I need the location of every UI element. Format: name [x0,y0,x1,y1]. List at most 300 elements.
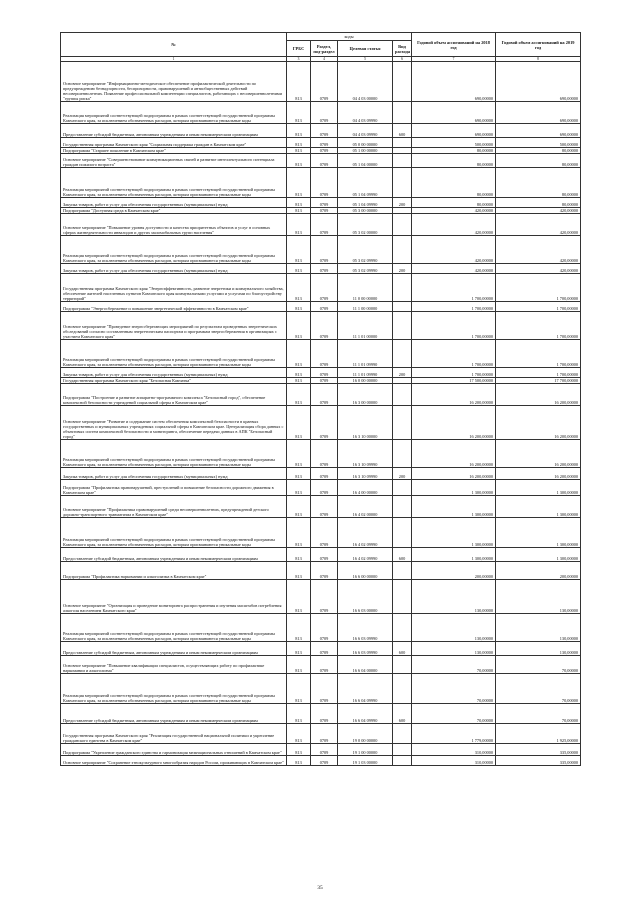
row-razdel: 0709 [311,744,338,756]
row-expense-type [393,274,412,302]
row-grbs: 813 [287,704,311,724]
row-grbs: 813 [287,274,311,302]
row-volume-2018: 690,00000 [412,62,496,102]
row-volume-2019: 70,00000 [496,704,581,724]
row-name: Закупка товаров, работ и услуг для обеспечения государственных (муниципальных) нужд [61,368,287,378]
row-grbs: 813 [287,312,311,340]
row-volume-2018: 1 700,00000 [412,340,496,368]
row-name: Подпрограмма "Укрепление гражданского единства и гармонизация межнациональных отношений в Камчатском крае" [61,744,287,756]
row-razdel: 0709 [311,614,338,642]
row-expense-type: 200 [393,264,412,274]
row-grbs: 813 [287,102,311,124]
row-razdel: 0709 [311,580,338,614]
table-row [61,198,581,208]
row-name: Закупка товаров, работ и услуг для обеспечения государственных (муниципальных) нужд [61,198,287,208]
row-volume-2018: 130,00000 [412,642,496,656]
row-razdel: 0709 [311,340,338,368]
row-volume-2018: 420,00000 [412,214,496,236]
row-target-article: 16 3 10 09990 [338,440,393,468]
table-row [61,384,581,406]
row-volume-2019: 1 300,00000 [496,480,581,496]
row-expense-type [393,302,412,312]
budget-table [60,32,581,766]
row-razdel: 0709 [311,368,338,378]
row-target-article: 11 1 01 00000 [338,312,393,340]
row-target-article: 04 4 03 09990 [338,124,393,138]
column-number: 7 [412,57,496,62]
row-name: Подпрограмма "Доступная среда в Камчатском крае" [61,208,287,214]
row-expense-type [393,138,412,148]
row-razdel: 0709 [311,124,338,138]
row-volume-2018: 200,00000 [412,562,496,580]
row-grbs: 813 [287,198,311,208]
row-target-article: 16 6 03 09990 [338,614,393,642]
row-grbs: 813 [287,656,311,674]
row-name: Реализация мероприятий соответствующей подпрограммы в рамках соответствующей государственной программы Камчатского края, за исключением обозначенных расходов, которым присваиваются уникальные коды [61,518,287,548]
row-volume-2019: 70,00000 [496,656,581,674]
table-row [61,580,581,614]
row-name: Подпрограмма "Старшее поколение в Камчатском крае" [61,148,287,154]
row-volume-2019: 1 700,00000 [496,368,581,378]
row-target-article: 16 6 03 09990 [338,642,393,656]
row-target-article: 16 6 00 00000 [338,562,393,580]
row-grbs: 813 [287,368,311,378]
row-name: Реализация мероприятий соответствующей подпрограммы в рамках соответствующей государственной программы Камчатского края, за исключением обозначенных расходов, которым присваиваются уникальные коды [61,614,287,642]
header-razdel: Раздел, под-раздел [311,41,338,57]
row-volume-2018: 420,00000 [412,208,496,214]
header-volume-2019: Годовой объем ассигнований на 2019 год [496,33,581,57]
row-razdel: 0709 [311,440,338,468]
row-volume-2018: 1 300,00000 [412,496,496,518]
row-volume-2018: 16 200,00000 [412,406,496,440]
row-name: Основное мероприятие "Профилактика правонарушений среди несовершеннолетних, предупреждений детского дорожно-транспортного травматизма в Камчатском крае" [61,496,287,518]
table-row [61,642,581,656]
row-grbs: 813 [287,124,311,138]
row-volume-2019: 1 300,00000 [496,548,581,562]
row-volume-2019: 130,00000 [496,642,581,656]
row-expense-type: 200 [393,198,412,208]
row-volume-2019: 16 200,00000 [496,468,581,480]
table-row [61,236,581,264]
row-expense-type [393,214,412,236]
row-razdel: 0709 [311,378,338,384]
row-volume-2019: 420,00000 [496,264,581,274]
row-volume-2019: 690,00000 [496,62,581,102]
row-volume-2019: 1 700,00000 [496,302,581,312]
row-name: Основное мероприятие "Повышение квалификации специалистов, осуществляющих работу по профилактике наркомании и алкоголизма" [61,656,287,674]
row-grbs: 813 [287,148,311,154]
row-expense-type [393,102,412,124]
row-razdel: 0709 [311,496,338,518]
row-expense-type [393,580,412,614]
table-row [61,274,581,302]
row-razdel: 0709 [311,724,338,744]
page-number: 35 [317,885,323,891]
row-expense-type [393,62,412,102]
row-expense-type: 200 [393,468,412,480]
row-razdel: 0709 [311,168,338,198]
row-expense-type [393,562,412,580]
row-name: Подпрограмма "Построение и развитие аппаратно-программного комплекса "Безопасный город", обеспечение комплексной безопасности учреждений социальной сферы в Камчатском крае" [61,384,287,406]
row-name: Реализация мероприятий соответствующей подпрограммы в рамках соответствующей государственной программы Камчатского края, за исключением обозначенных расходов, которым присваиваются уникальные коды [61,674,287,704]
row-name: Основное мероприятие "Повышение уровня доступности и качества приоритетных объектов и услуг в основных сферах жизнедеятельности инвалидов и других маломобильных групп населения" [61,214,287,236]
row-volume-2019: 500,00000 [496,138,581,148]
row-expense-type [393,614,412,642]
row-name: Основное мероприятие "Сохранение этнокультурного многообразия народов России, проживающих в Камчатском крае" [61,756,287,766]
row-expense-type [393,518,412,548]
row-razdel: 0709 [311,154,338,168]
row-volume-2018: 70,00000 [412,674,496,704]
row-target-article: 05 1 04 09990 [338,168,393,198]
row-grbs: 813 [287,236,311,264]
table-row [61,614,581,642]
row-volume-2018: 500,00000 [412,138,496,148]
row-volume-2018: 1 700,00000 [412,274,496,302]
table-row [61,102,581,124]
table-row [61,214,581,236]
table-row [61,124,581,138]
column-number: 8 [496,57,581,62]
row-name: Основное мероприятие "Проведение энергосберегающих мероприятий по результатам проведенных энергетических обследований согласно составленным энергетическим паспортам и программам энергосбережения в организациях с участием Камчатского края" [61,312,287,340]
row-target-article: 05 3 02 00000 [338,214,393,236]
row-volume-2019: 130,00000 [496,580,581,614]
row-volume-2019: 1 925,00000 [496,724,581,744]
row-target-article: 16 4 02 00000 [338,496,393,518]
row-name: Предоставление субсидий бюджетным, автономным учреждениям и иным некоммерческим организациям [61,124,287,138]
row-razdel: 0709 [311,518,338,548]
table-row [61,468,581,480]
row-razdel: 0709 [311,312,338,340]
row-volume-2018: 70,00000 [412,656,496,674]
row-grbs: 813 [287,208,311,214]
row-target-article: 05 3 02 09990 [338,264,393,274]
table-row [61,340,581,368]
row-name: Подпрограмма "Профилактика правонарушений, преступлений и повышение безопасности дорожного движения в Камчатском крае" [61,480,287,496]
row-name: Подпрограмма "Профилактика наркомании и алкоголизма в Камчатском крае" [61,562,287,580]
row-target-article: 05 0 00 00000 [338,138,393,148]
row-name: Основное мероприятие "Совершенствование коммуникационных связей и развитие интеллектуального потенциала граждан пожилого возраста" [61,154,287,168]
row-grbs: 813 [287,496,311,518]
row-expense-type [393,744,412,756]
row-razdel: 0709 [311,548,338,562]
row-name: Реализация мероприятий соответствующей подпрограммы в рамках соответствующей государственной программы Камчатского края, за исключением обозначенных расходов, которым присваиваются уникальные коды [61,236,287,264]
row-target-article: 16 3 10 00000 [338,406,393,440]
row-volume-2018: 420,00000 [412,236,496,264]
row-volume-2019: 420,00000 [496,208,581,214]
row-name: Предоставление субсидий бюджетным, автономным учреждениям и иным некоммерческим организациям [61,548,287,562]
table-row [61,138,581,148]
row-volume-2019: 1 700,00000 [496,340,581,368]
row-expense-type [393,496,412,518]
row-volume-2019: 17 700,00000 [496,378,581,384]
row-expense-type [393,440,412,468]
row-volume-2019: 70,00000 [496,674,581,704]
row-expense-type [393,384,412,406]
row-name: Государственная программа Камчатского края "Социальная поддержка граждан в Камчатском крае" [61,138,287,148]
table-row [61,724,581,744]
column-number: 5 [338,57,393,62]
row-expense-type [393,480,412,496]
table-row [61,756,581,766]
row-target-article: 16 6 04 09990 [338,704,393,724]
header-volume-2018: Годовой объем ассигнований на 2018 год [412,33,496,57]
row-expense-type: 200 [393,368,412,378]
row-razdel: 0709 [311,214,338,236]
table-row [61,406,581,440]
row-target-article: 05 1 04 09990 [338,198,393,208]
row-razdel: 0709 [311,674,338,704]
row-razdel: 0709 [311,480,338,496]
row-expense-type: 600 [393,548,412,562]
row-target-article: 05 1 00 00000 [338,148,393,154]
table-row [61,368,581,378]
table-row [61,548,581,562]
row-razdel: 0709 [311,406,338,440]
row-grbs: 813 [287,724,311,744]
row-razdel: 0709 [311,642,338,656]
table-row [61,704,581,724]
row-name: Предоставление субсидий бюджетным, автономным учреждениям и иным некоммерческим организациям [61,704,287,724]
row-volume-2019: 80,00000 [496,148,581,154]
row-volume-2018: 1 700,00000 [412,302,496,312]
row-volume-2018: 1 300,00000 [412,518,496,548]
row-target-article: 11 1 01 09990 [338,368,393,378]
row-name: Предоставление субсидий бюджетным, автономным учреждениям и иным некоммерческим организациям [61,642,287,656]
table-header [61,33,581,62]
row-razdel: 0709 [311,198,338,208]
row-razdel: 0709 [311,704,338,724]
row-grbs: 813 [287,518,311,548]
row-razdel: 0709 [311,102,338,124]
row-razdel: 0709 [311,562,338,580]
row-name: Реализация мероприятий соответствующей подпрограммы в рамках соответствующей государственной программы Камчатского края, за исключением обозначенных расходов, которым присваиваются уникальные коды [61,102,287,124]
row-name: Государственная программа Камчатского края "Энергоэффективность, развитие энергетики и коммунального хозяйства, обеспечение жителей населенных пунктов Камчатского края коммунальными услугами и услугами по благоустройству территорий" [61,274,287,302]
row-razdel: 0709 [311,468,338,480]
table-row [61,168,581,198]
header-grbs: ГРБС [287,41,311,57]
row-volume-2018: 80,00000 [412,168,496,198]
row-volume-2018: 690,00000 [412,124,496,138]
row-expense-type [393,756,412,766]
row-volume-2019: 1 700,00000 [496,274,581,302]
row-expense-type [393,312,412,340]
row-grbs: 813 [287,548,311,562]
row-target-article: 16 0 00 00000 [338,378,393,384]
row-volume-2018: 80,00000 [412,198,496,208]
row-grbs: 813 [287,168,311,198]
row-expense-type: 600 [393,704,412,724]
column-number: 1 [61,57,287,62]
row-name: Закупка товаров, работ и услуг для обеспечения государственных (муниципальных) нужд [61,468,287,480]
row-volume-2018: 1 300,00000 [412,480,496,496]
row-expense-type: 600 [393,124,412,138]
row-razdel: 0709 [311,274,338,302]
row-grbs: 813 [287,756,311,766]
row-grbs: 813 [287,674,311,704]
row-volume-2019: 80,00000 [496,168,581,198]
row-volume-2018: 17 500,00000 [412,378,496,384]
row-volume-2019: 335,00000 [496,744,581,756]
row-expense-type [393,236,412,264]
table-row [61,480,581,496]
row-grbs: 813 [287,744,311,756]
row-name: Реализация мероприятий соответствующей подпрограммы в рамках соответствующей государственной программы Камчатского края, за исключением обозначенных расходов, которым присваиваются уникальные коды [61,168,287,198]
table-row [61,674,581,704]
table-row [61,154,581,168]
row-razdel: 0709 [311,384,338,406]
row-expense-type: 600 [393,642,412,656]
row-expense-type [393,340,412,368]
row-name: Основное мероприятие "Развитие и содержание систем обеспечения комплексной безопасности в краевых государственных и муниципальных учреждениях социальной сферы в Камчатском крае. Централизация сбора данных с объектовых систем комплексной безопасности и мониторинга, обеспечение передачи данных в АПК "Безопасный город" [61,406,287,440]
row-razdel: 0709 [311,264,338,274]
table-row [61,302,581,312]
row-volume-2018: 1 700,00000 [412,312,496,340]
table-row [61,656,581,674]
column-number: 4 [311,57,338,62]
table-row [61,62,581,102]
row-target-article: 16 4 00 00000 [338,480,393,496]
row-volume-2018: 16 200,00000 [412,440,496,468]
row-name: Государственная программа Камчатского края "Безопасная Камчатка" [61,378,287,384]
row-name: Подпрограмма "Энергосбережение и повышение энергетической эффективности в Камчатском крае" [61,302,287,312]
row-volume-2018: 1 300,00000 [412,548,496,562]
row-target-article: 16 6 04 00000 [338,656,393,674]
row-volume-2019: 690,00000 [496,102,581,124]
table-row [61,440,581,468]
row-expense-type [393,154,412,168]
row-volume-2019: 1 300,00000 [496,518,581,548]
row-volume-2018: 690,00000 [412,102,496,124]
row-grbs: 813 [287,642,311,656]
row-volume-2019: 16 200,00000 [496,440,581,468]
row-volume-2019: 1 300,00000 [496,496,581,518]
row-razdel: 0709 [311,208,338,214]
row-grbs: 813 [287,62,311,102]
row-razdel: 0709 [311,148,338,154]
row-target-article: 19 0 00 00000 [338,724,393,744]
row-grbs: 813 [287,406,311,440]
row-razdel: 0709 [311,138,338,148]
table-row [61,518,581,548]
row-target-article: 11 1 00 00000 [338,302,393,312]
row-target-article: 04 4 03 00000 [338,62,393,102]
row-target-article: 05 3 02 09990 [338,236,393,264]
table-row [61,312,581,340]
row-razdel: 0709 [311,302,338,312]
row-target-article: 19 1 00 00000 [338,744,393,756]
row-expense-type [393,406,412,440]
row-volume-2019: 16 200,00000 [496,384,581,406]
row-volume-2018: 310,00000 [412,756,496,766]
row-razdel: 0709 [311,236,338,264]
table-body [61,62,581,766]
row-grbs: 813 [287,340,311,368]
row-volume-2019: 690,00000 [496,124,581,138]
row-volume-2018: 16 200,00000 [412,384,496,406]
row-volume-2018: 420,00000 [412,264,496,274]
table-row [61,744,581,756]
row-target-article: 16 6 03 00000 [338,580,393,614]
row-volume-2019: 335,00000 [496,756,581,766]
row-name: Реализация мероприятий соответствующей подпрограммы в рамках соответствующей государственной программы Камчатского края, за исключением обозначенных расходов, которым присваиваются уникальные коды [61,340,287,368]
row-target-article: 16 4 02 09990 [338,518,393,548]
row-volume-2019: 1 700,00000 [496,312,581,340]
budget-table-sheet [60,32,580,766]
row-grbs: 813 [287,214,311,236]
row-volume-2019: 420,00000 [496,236,581,264]
row-volume-2018: 1 700,00000 [412,368,496,378]
table-row [61,496,581,518]
row-grbs: 813 [287,384,311,406]
row-expense-type [393,168,412,198]
row-volume-2018: 130,00000 [412,580,496,614]
row-expense-type [393,656,412,674]
header-target-article: Целевая статья [338,41,393,57]
row-grbs: 813 [287,302,311,312]
row-volume-2019: 80,00000 [496,198,581,208]
row-grbs: 813 [287,264,311,274]
header-number: № [61,33,287,57]
table-row [61,562,581,580]
row-target-article: 04 4 03 09990 [338,102,393,124]
row-volume-2018: 80,00000 [412,154,496,168]
row-target-article: 16 3 10 09990 [338,468,393,480]
column-number: 6 [393,57,412,62]
row-grbs: 813 [287,154,311,168]
row-grbs: 813 [287,580,311,614]
row-name: Реализация мероприятий соответствующей подпрограммы в рамках соответствующей государственной программы Камчатского края, за исключением обозначенных расходов, которым присваиваются уникальные коды [61,440,287,468]
row-grbs: 813 [287,562,311,580]
row-target-article: 16 3 00 00000 [338,384,393,406]
row-target-article: 16 6 04 09990 [338,674,393,704]
row-razdel: 0709 [311,756,338,766]
row-expense-type [393,724,412,744]
row-volume-2019: 200,00000 [496,562,581,580]
row-target-article: 11 1 01 09990 [338,340,393,368]
row-name: Основное мероприятие "Организация и проведение мониторинга распространения и изучения масштабов потребления алкоголя населением Камчатского края" [61,580,287,614]
header-expense-type: Вид расхода [393,41,412,57]
row-razdel: 0709 [311,656,338,674]
row-target-article: 05 3 00 00000 [338,208,393,214]
column-number: 3 [287,57,311,62]
row-grbs: 813 [287,440,311,468]
row-name: Закупка товаров, работ и услуг для обеспечения государственных (муниципальных) нужд [61,264,287,274]
row-grbs: 813 [287,614,311,642]
row-grbs: 813 [287,138,311,148]
row-grbs: 813 [287,378,311,384]
row-target-article: 11 0 00 00000 [338,274,393,302]
row-volume-2018: 80,00000 [412,148,496,154]
row-grbs: 813 [287,468,311,480]
row-volume-2019: 80,00000 [496,154,581,168]
row-name: Основное мероприятие "Информационно-методическое обеспечение профилактической деятельности по предупреждению безнадзорности, беспризорности, правонарушений и антиобщественных действий несовершеннолетних. Появление профессиональной компетенции специалистов, работающих с несовершеннолетними "группы риска" [61,62,287,102]
row-volume-2018: 130,00000 [412,614,496,642]
row-target-article: 05 1 04 00000 [338,154,393,168]
row-target-article: 16 4 02 09990 [338,548,393,562]
row-target-article: 19 1 03 00000 [338,756,393,766]
row-grbs: 813 [287,480,311,496]
row-expense-type [393,674,412,704]
row-volume-2018: 70,00000 [412,704,496,724]
row-razdel: 0709 [311,62,338,102]
row-volume-2019: 420,00000 [496,214,581,236]
header-codes: коды [287,33,412,41]
table-row [61,264,581,274]
row-volume-2019: 130,00000 [496,614,581,642]
row-name: Государственная программа Камчатского края "Реализация государственной национальной политики и укрепление гражданского единства в Камчатском крае" [61,724,287,744]
row-volume-2018: 16 200,00000 [412,468,496,480]
row-volume-2018: 310,00000 [412,744,496,756]
